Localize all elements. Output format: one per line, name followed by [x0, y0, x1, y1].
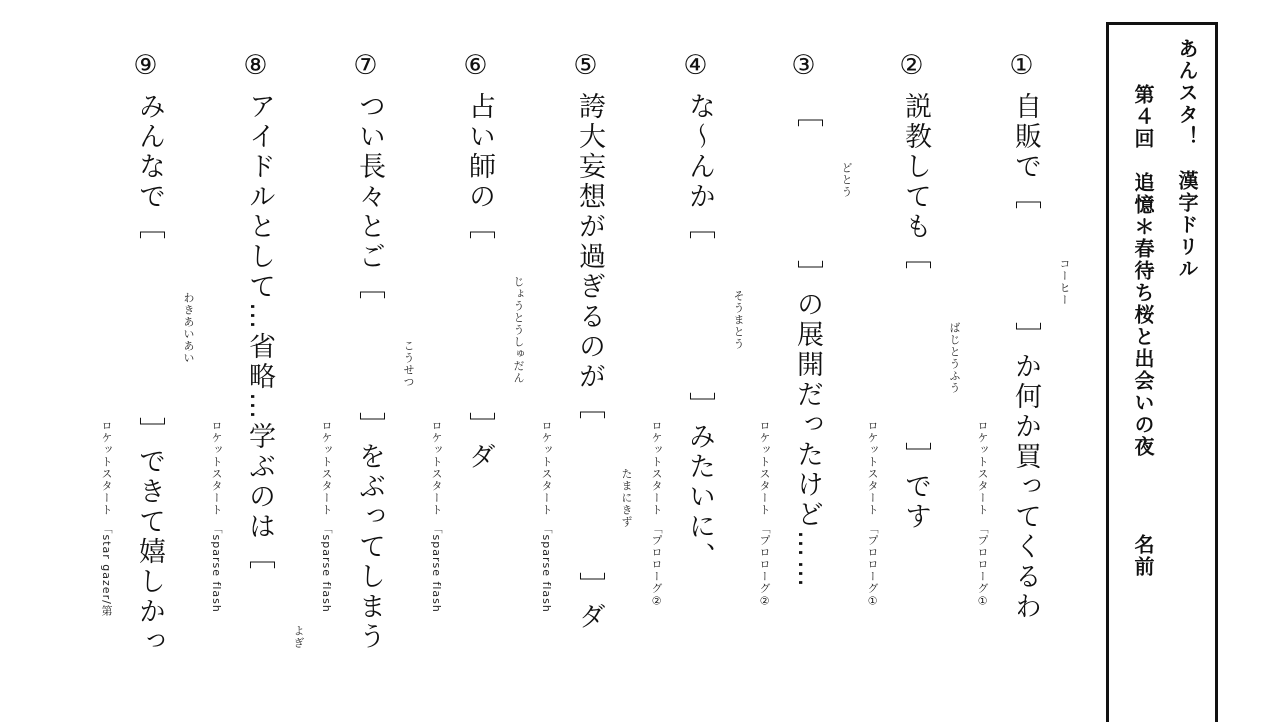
question-sentence	[570, 92, 609, 632]
sentence-before: アイドルとして…省略…学ぶのは	[244, 92, 275, 542]
source-reference: ロケットスタート 「star gazer/第	[100, 420, 113, 617]
question-number: ⑦	[350, 50, 381, 81]
source-reference: ロケットスタート 「プロローグ①	[976, 420, 989, 609]
question-sentence	[130, 92, 169, 657]
question-number: ③	[788, 50, 819, 81]
question-number: ⑤	[570, 50, 601, 81]
answer-blank[interactable]: ﹇﹈	[574, 392, 605, 602]
question-sentence	[1006, 92, 1045, 622]
question-number: ①	[1006, 50, 1037, 81]
question-sentence	[680, 92, 719, 572]
answer-blank[interactable]: ﹇	[244, 542, 275, 572]
name-label: 名前	[1131, 534, 1155, 578]
question-number: ⑥	[460, 50, 491, 81]
source-reference: ロケットスタート 「sparse flash	[320, 420, 333, 613]
ruby-hint: たまにきず	[620, 468, 633, 528]
ruby-hint: こうせつ	[402, 340, 415, 388]
sentence-after: できて嬉しかっ	[134, 447, 165, 657]
ruby-hint: コーヒー	[1058, 258, 1071, 306]
ruby-hint: どとう	[840, 162, 853, 198]
sentence-before: つい長々とご	[354, 92, 385, 272]
sentence-before: みんなで	[134, 92, 165, 212]
answer-blank[interactable]: ﹇﹈	[134, 212, 165, 447]
question-sentence	[460, 92, 499, 472]
answer-blank[interactable]: ﹇﹈	[900, 242, 931, 472]
drill-series-title: あんスタ！ 漢字ドリル	[1175, 38, 1199, 280]
answer-blank[interactable]: ﹇﹈	[684, 212, 715, 422]
source-reference: ロケットスタート 「sparse flash	[430, 420, 443, 613]
sentence-after: ダ	[574, 602, 605, 632]
question-sentence	[350, 92, 389, 652]
sentence-before: 自販で	[1010, 92, 1041, 182]
ruby-hint: そうまとう	[732, 290, 745, 350]
ruby-hint: よぎ	[292, 625, 305, 649]
question-number: ⑧	[240, 50, 271, 81]
question-number: ②	[896, 50, 927, 81]
question-number: ④	[680, 50, 711, 81]
episode-title: 第４回 追憶＊春待ち桜と出会いの夜	[1131, 84, 1155, 458]
question-sentence	[788, 100, 827, 590]
ruby-hint: ばじとうふう	[948, 322, 961, 394]
question-sentence	[896, 92, 935, 532]
question-number: ⑨	[130, 50, 161, 81]
source-reference: ロケットスタート 「プロローグ①	[866, 420, 879, 609]
source-reference: ロケットスタート 「プロローグ②	[758, 420, 771, 609]
sentence-after: ダ	[464, 442, 495, 472]
sentence-before: 誇大妄想が過ぎるのが	[574, 92, 605, 392]
sentence-after: をぶってしまう	[354, 442, 385, 652]
source-reference: ロケットスタート 「sparse flash	[540, 420, 553, 613]
answer-blank[interactable]: ﹇﹈	[792, 100, 823, 290]
ruby-hint: じょうとうしゅだん	[512, 276, 525, 384]
source-reference: ロケットスタート 「プロローグ②	[650, 420, 663, 609]
sentence-after: か何か買ってくるわ	[1010, 352, 1041, 622]
sentence-before: 説教しても	[900, 92, 931, 242]
answer-blank[interactable]: ﹇﹈	[354, 272, 385, 442]
answer-blank[interactable]: ﹇﹈	[1010, 182, 1041, 352]
sentence-after: みたいに、	[684, 422, 715, 572]
ruby-hint: わきあいあい	[182, 292, 195, 364]
answer-blank[interactable]: ﹇﹈	[464, 212, 495, 442]
sentence-before: な～んか	[684, 92, 715, 212]
sentence-before: 占い師の	[464, 92, 495, 212]
source-reference: ロケットスタート 「sparse flash	[210, 420, 223, 613]
question-sentence	[240, 92, 279, 692]
sentence-after: です	[900, 472, 931, 532]
sentence-after: の展開だったけど……	[792, 290, 823, 590]
